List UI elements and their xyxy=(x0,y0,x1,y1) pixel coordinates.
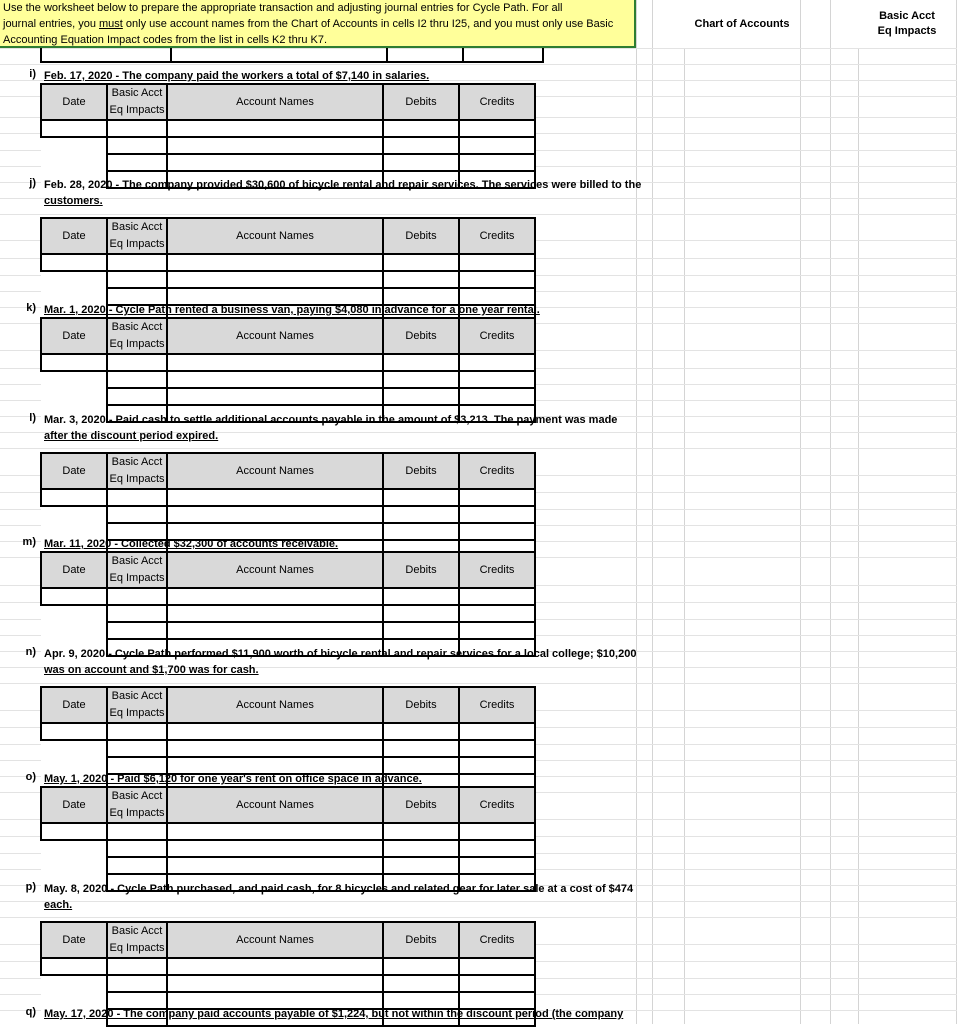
date-cell[interactable] xyxy=(41,137,107,154)
debit-cell[interactable] xyxy=(383,120,459,137)
basic-acct-cell[interactable] xyxy=(107,388,167,405)
date-cell[interactable] xyxy=(41,840,107,857)
basic-acct-cell[interactable] xyxy=(107,271,167,288)
credit-cell[interactable] xyxy=(459,975,535,992)
credits-header: Credits xyxy=(459,922,535,958)
basic-acct-header: Basic Acct Eq Impacts xyxy=(107,552,167,588)
account-name-cell[interactable] xyxy=(167,958,383,975)
credit-cell[interactable] xyxy=(459,723,535,740)
credit-cell[interactable] xyxy=(459,740,535,757)
debits-header: Debits xyxy=(383,687,459,723)
entry-statement-line-1: Apr. 9, 2020 - Cycle Path performed $11,900 worth of bicycle rental and repair services for a local college; $10,200 xyxy=(44,648,637,660)
entry-statement-line-2: was on account and $1,700 was for cash. xyxy=(44,664,259,676)
journal-row xyxy=(41,975,535,992)
credits-header: Credits xyxy=(459,218,535,254)
debits-header: Debits xyxy=(383,922,459,958)
entry-statement-line-1: Feb. 17, 2020 - The company paid the workers a total of $7,140 in salaries. xyxy=(44,70,430,82)
basic-acct-cell[interactable] xyxy=(107,723,167,740)
date-cell[interactable] xyxy=(41,740,107,757)
date-cell[interactable] xyxy=(41,975,107,992)
debit-cell[interactable] xyxy=(383,840,459,857)
entry-statement[interactable] xyxy=(44,68,644,84)
entry-statement-line-1: Mar. 11, 2020 - Collected $32,300 of accounts receivable. xyxy=(44,538,339,550)
date-header: Date xyxy=(41,687,107,723)
journal-row xyxy=(41,137,535,154)
entry-letter: k) xyxy=(26,302,36,314)
credit-cell[interactable] xyxy=(459,958,535,975)
credits-header: Credits xyxy=(459,453,535,489)
entry-statement[interactable] xyxy=(44,1006,644,1022)
debit-cell[interactable] xyxy=(383,740,459,757)
journal-row xyxy=(41,605,535,622)
credit-cell[interactable] xyxy=(459,605,535,622)
journal-row xyxy=(41,857,535,874)
account-names-header: Account Names xyxy=(167,218,383,254)
credits-header: Credits xyxy=(459,787,535,823)
account-name-cell[interactable] xyxy=(167,271,383,288)
journal-row xyxy=(41,388,535,405)
account-name-cell[interactable] xyxy=(167,388,383,405)
instructions-line-3: Accounting Equation Impact codes from the list in cells K2 thru K7. xyxy=(3,34,328,46)
account-names-header: Account Names xyxy=(167,687,383,723)
journal-row xyxy=(41,154,535,171)
debits-header: Debits xyxy=(383,218,459,254)
date-cell[interactable] xyxy=(41,388,107,405)
debits-header: Debits xyxy=(383,318,459,354)
journal-row xyxy=(41,958,535,975)
account-name-cell[interactable] xyxy=(167,740,383,757)
account-name-cell[interactable] xyxy=(167,840,383,857)
date-cell[interactable] xyxy=(41,489,107,506)
basic-acct-cell[interactable] xyxy=(107,622,167,639)
debits-header: Debits xyxy=(383,453,459,489)
entry-letter: i) xyxy=(29,68,36,80)
account-name-cell[interactable] xyxy=(167,154,383,171)
date-cell[interactable] xyxy=(41,605,107,622)
chart-of-accounts-header[interactable]: Chart of Accounts xyxy=(684,0,800,48)
basic-acct-cell[interactable] xyxy=(107,588,167,605)
entry-letter: n) xyxy=(25,646,36,658)
debit-cell[interactable] xyxy=(383,622,459,639)
entry-statement-line-2: after the discount period expired. xyxy=(44,430,219,442)
basic-acct-cell[interactable] xyxy=(107,740,167,757)
entry-letter: m) xyxy=(22,536,36,548)
entry-letter: l) xyxy=(29,412,36,424)
credit-cell[interactable] xyxy=(459,254,535,271)
basic-acct-cell[interactable] xyxy=(107,506,167,523)
account-name-cell[interactable] xyxy=(167,857,383,874)
entry-statement-line-1: Mar. 1, 2020 - Cycle Path rented a business van, paying $4,080 in advance for a one year rental. xyxy=(44,304,540,316)
journal-table xyxy=(40,317,536,423)
date-cell[interactable] xyxy=(41,506,107,523)
credit-cell[interactable] xyxy=(459,857,535,874)
credit-cell[interactable] xyxy=(459,840,535,857)
journal-table xyxy=(40,83,536,189)
date-cell[interactable] xyxy=(41,723,107,740)
basic-acct-header: Basic Acct Eq Impacts xyxy=(107,787,167,823)
date-cell[interactable] xyxy=(41,958,107,975)
journal-row xyxy=(41,723,535,740)
entry-letter: o) xyxy=(25,771,36,783)
debits-header: Debits xyxy=(383,787,459,823)
entry-letter: q) xyxy=(25,1006,36,1018)
account-names-header: Account Names xyxy=(167,787,383,823)
credits-header: Credits xyxy=(459,318,535,354)
debit-cell[interactable] xyxy=(383,958,459,975)
credit-cell[interactable] xyxy=(459,388,535,405)
account-name-cell[interactable] xyxy=(167,823,383,840)
basic-acct-cell[interactable] xyxy=(107,254,167,271)
credit-cell[interactable] xyxy=(459,354,535,371)
credits-header: Credits xyxy=(459,84,535,120)
basic-acct-cell[interactable] xyxy=(107,958,167,975)
entry-statement-line-2: each. xyxy=(44,899,73,911)
basic-acct-cell[interactable] xyxy=(107,975,167,992)
debit-cell[interactable] xyxy=(383,388,459,405)
account-name-cell[interactable] xyxy=(167,506,383,523)
credit-cell[interactable] xyxy=(459,506,535,523)
basic-acct-header: Basic Acct Eq Impacts xyxy=(107,318,167,354)
credit-cell[interactable] xyxy=(459,588,535,605)
basic-acct-cell[interactable] xyxy=(107,840,167,857)
date-cell[interactable] xyxy=(41,588,107,605)
journal-row xyxy=(41,740,535,757)
journal-row xyxy=(41,823,535,840)
date-cell[interactable] xyxy=(41,857,107,874)
account-name-cell[interactable] xyxy=(167,371,383,388)
entry-statement-line-1: Mar. 3, 2020 - Paid cash to settle additional accounts payable in the amount of $3,213. The payment was made xyxy=(44,414,618,426)
journal-row xyxy=(41,622,535,639)
entry-statement-line-1: Feb. 28, 2020 - The company provided $30,600 of bicycle rental and repair services. The services were billed to the xyxy=(44,179,642,191)
date-header: Date xyxy=(41,453,107,489)
account-name-cell[interactable] xyxy=(167,975,383,992)
date-cell[interactable] xyxy=(41,271,107,288)
debit-cell[interactable] xyxy=(383,254,459,271)
entry-statement[interactable] xyxy=(44,536,644,552)
credit-cell[interactable] xyxy=(459,154,535,171)
basic-acct-cell[interactable] xyxy=(107,489,167,506)
basic-acct-cell[interactable] xyxy=(107,120,167,137)
debit-cell[interactable] xyxy=(383,975,459,992)
account-name-cell[interactable] xyxy=(167,354,383,371)
date-header: Date xyxy=(41,318,107,354)
date-header: Date xyxy=(41,552,107,588)
basic-acct-header: Basic Acct Eq Impacts xyxy=(107,687,167,723)
entry-statement[interactable] xyxy=(44,646,644,678)
instructions-line-2: journal entries, you must only use account names from the Chart of Accounts in cells I2 thru I25, and you must only use Basic xyxy=(3,18,614,30)
entry-statement-line-1: May. 8, 2020 - Cycle Path purchased, and paid cash, for 8 bicycles and related gear for later sale at a cost of $474 xyxy=(44,883,634,895)
debits-header: Debits xyxy=(383,84,459,120)
debits-header: Debits xyxy=(383,552,459,588)
credits-header: Credits xyxy=(459,687,535,723)
account-names-header: Account Names xyxy=(167,453,383,489)
previous-table-stub xyxy=(40,48,544,63)
debit-cell[interactable] xyxy=(383,857,459,874)
date-cell[interactable] xyxy=(41,823,107,840)
entry-statement-line-1: May. 1, 2020 - Paid $6,120 for one year's rent on office space in advance. xyxy=(44,773,422,785)
basic-acct-cell[interactable] xyxy=(107,605,167,622)
credit-cell[interactable] xyxy=(459,371,535,388)
entry-statement-line-2: customers. xyxy=(44,195,103,207)
journal-row xyxy=(41,254,535,271)
account-name-cell[interactable] xyxy=(167,489,383,506)
basic-acct-cell[interactable] xyxy=(107,857,167,874)
entry-statement[interactable] xyxy=(44,881,644,913)
journal-table xyxy=(40,786,536,892)
account-name-cell[interactable] xyxy=(167,622,383,639)
debit-cell[interactable] xyxy=(383,371,459,388)
basic-acct-cell[interactable] xyxy=(107,371,167,388)
debit-cell[interactable] xyxy=(383,137,459,154)
debit-cell[interactable] xyxy=(383,506,459,523)
account-name-cell[interactable] xyxy=(167,723,383,740)
debit-cell[interactable] xyxy=(383,354,459,371)
journal-row xyxy=(41,840,535,857)
journal-table xyxy=(40,551,536,657)
journal-row xyxy=(41,489,535,506)
debit-cell[interactable] xyxy=(383,588,459,605)
credit-cell[interactable] xyxy=(459,489,535,506)
account-names-header: Account Names xyxy=(167,318,383,354)
journal-row xyxy=(41,120,535,137)
entry-statement-line-1: May. 17, 2020 - The company paid accounts payable of $1,224, but not within the discount period (the company xyxy=(44,1008,624,1020)
date-header: Date xyxy=(41,922,107,958)
date-cell[interactable] xyxy=(41,154,107,171)
date-header: Date xyxy=(41,218,107,254)
account-name-cell[interactable] xyxy=(167,254,383,271)
journal-row xyxy=(41,371,535,388)
account-names-header: Account Names xyxy=(167,922,383,958)
debit-cell[interactable] xyxy=(383,489,459,506)
date-header: Date xyxy=(41,787,107,823)
basic-acct-cell[interactable] xyxy=(107,823,167,840)
basic-acct-header: Basic Acct Eq Impacts xyxy=(107,453,167,489)
entry-letter: j) xyxy=(29,177,36,189)
basic-acct-header: Basic Acct Eq Impacts xyxy=(107,922,167,958)
date-cell[interactable] xyxy=(41,120,107,137)
journal-row xyxy=(41,354,535,371)
account-names-header: Account Names xyxy=(167,84,383,120)
journal-row xyxy=(41,588,535,605)
credit-cell[interactable] xyxy=(459,120,535,137)
debit-cell[interactable] xyxy=(383,723,459,740)
entry-statement[interactable] xyxy=(44,302,644,318)
account-name-cell[interactable] xyxy=(167,588,383,605)
entry-statement[interactable] xyxy=(44,771,644,787)
date-cell[interactable] xyxy=(41,354,107,371)
credit-cell[interactable] xyxy=(459,622,535,639)
journal-row xyxy=(41,271,535,288)
basic-acct-cell[interactable] xyxy=(107,354,167,371)
date-header: Date xyxy=(41,84,107,120)
account-name-cell[interactable] xyxy=(167,137,383,154)
basic-acct-header: Basic Acct Eq Impacts xyxy=(107,84,167,120)
account-name-cell[interactable] xyxy=(167,605,383,622)
credit-cell[interactable] xyxy=(459,137,535,154)
instructions-note[interactable] xyxy=(0,0,636,48)
debit-cell[interactable] xyxy=(383,271,459,288)
debit-cell[interactable] xyxy=(383,154,459,171)
credits-header: Credits xyxy=(459,552,535,588)
basic-acct-header: Basic Acct Eq Impacts xyxy=(107,218,167,254)
debit-cell[interactable] xyxy=(383,823,459,840)
entry-statement[interactable] xyxy=(44,177,644,209)
basic-acct-eq-impacts-header[interactable]: Basic Acct Eq Impacts xyxy=(858,0,956,48)
instructions-line-1: Use the worksheet below to prepare the appropriate transaction and adjusting journal entries for Cycle Path. For all xyxy=(3,2,563,14)
date-cell[interactable] xyxy=(41,622,107,639)
date-cell[interactable] xyxy=(41,254,107,271)
account-name-cell[interactable] xyxy=(167,120,383,137)
entry-statement[interactable] xyxy=(44,412,644,444)
date-cell[interactable] xyxy=(41,371,107,388)
journal-row xyxy=(41,506,535,523)
credit-cell[interactable] xyxy=(459,823,535,840)
account-names-header: Account Names xyxy=(167,552,383,588)
basic-acct-cell[interactable] xyxy=(107,154,167,171)
entry-letter: p) xyxy=(25,881,36,893)
basic-acct-cell[interactable] xyxy=(107,137,167,154)
debit-cell[interactable] xyxy=(383,605,459,622)
credit-cell[interactable] xyxy=(459,271,535,288)
